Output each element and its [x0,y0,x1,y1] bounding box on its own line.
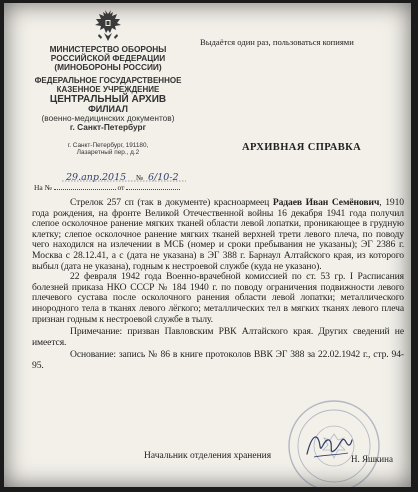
double-headed-eagle-emblem-icon [93,8,123,42]
signatory-position: Начальник отделения хранения [144,451,272,461]
institution-line-2: КАЗЕННОЕ УЧРЕЖДЕНИЕ [56,85,160,94]
archive-certificate-page [4,3,411,487]
handwritten-reg-number: 6/10-2 [147,172,179,183]
reference-from-label: от [117,183,125,192]
archive-name: ЦЕНТРАЛЬНЫЙ АРХИВ [49,94,167,105]
address-line-1: г. Санкт-Петербург, 191180, [67,142,149,149]
copy-notice: Выдаётся один раз, пользоваться копиями [200,37,354,47]
soldier-name: Радаев Иван Семёнович [272,197,380,208]
ministry-line-2: РОССИЙСКОЙ ФЕДЕРАЦИИ [50,53,166,63]
handwritten-date: 29.апр.2015 [66,172,127,183]
signatory-name: Н. Яшкина [351,454,393,464]
paragraph-note: Примечание: призван Павловским РВК Алтайского края. Других сведений не имеется. [32,326,404,348]
date-underline [62,180,186,182]
paragraph-commission: 22 февраля 1942 года Военно-врачебной комиссией по ст. 53 гр. I Расписания болезней приказа НКО СССР № 184 1940 г. по поводу ограничения подвижности левого плечевого сустава после осколочного ранения области левой лопатки; металлического инородного тела в тканях левого лёгкого; металлических тел в мягких тканях левого плеча признан годным к нестроевой службе в тылу. [32,271,404,325]
institution-line-1: ФЕДЕРАЛЬНОЕ ГОСУДАРСТВЕННОЕ [34,76,182,85]
certificate-body [32,198,404,372]
branch-note: (военно-медицинских документов) [41,113,175,123]
handwritten-signature-icon [304,428,354,462]
address-line-2: Лазаретный пер., д.2 [76,149,140,156]
ministry-line-3: (МИНОБОРОНЫ РОССИИ) [54,62,162,72]
paragraph-basis: Основание: запись № 86 в книге протоколов ВВК ЭГ 388 за 22.02.1942 г., стр. 94-95. [32,349,404,371]
reference-line [34,183,180,192]
paragraph-service-record [32,198,404,272]
paragraph-1-main: , 1910 года рождения, на фронте Великой Отечественной войны 16 декабря 1941 года получил слепое осколочное ранение мягких тканей области левой лопатки, проникающее в грудную клетку; слепое осколочное ранение мягких тканей верхней трети левого плеча, по поводу чего находился на излечении в МСБ (номер и сроки пребывания не указаны); ЭГ 2386 г. Москва с 28.12.41, а с (дата не указана) в ЭГ 388 г. Барнаул Алтайского края, из которого выбыл (дата не указана), годным к нестроевой службе (куда не указано). [32,197,405,272]
ministry-line-1: МИНИСТЕРСТВО ОБОРОНЫ [49,44,167,54]
reference-label: На № [34,183,52,192]
city-name: г. Санкт-Петербург [69,122,147,132]
document-title: АРХИВНАЯ СПРАВКА [242,142,362,153]
number-sign: № [135,173,144,182]
branch-name: ФИЛИАЛ [88,104,128,114]
paragraph-1-intro: Стрелок 257 сп (так в документе) красноармеец [70,197,273,208]
